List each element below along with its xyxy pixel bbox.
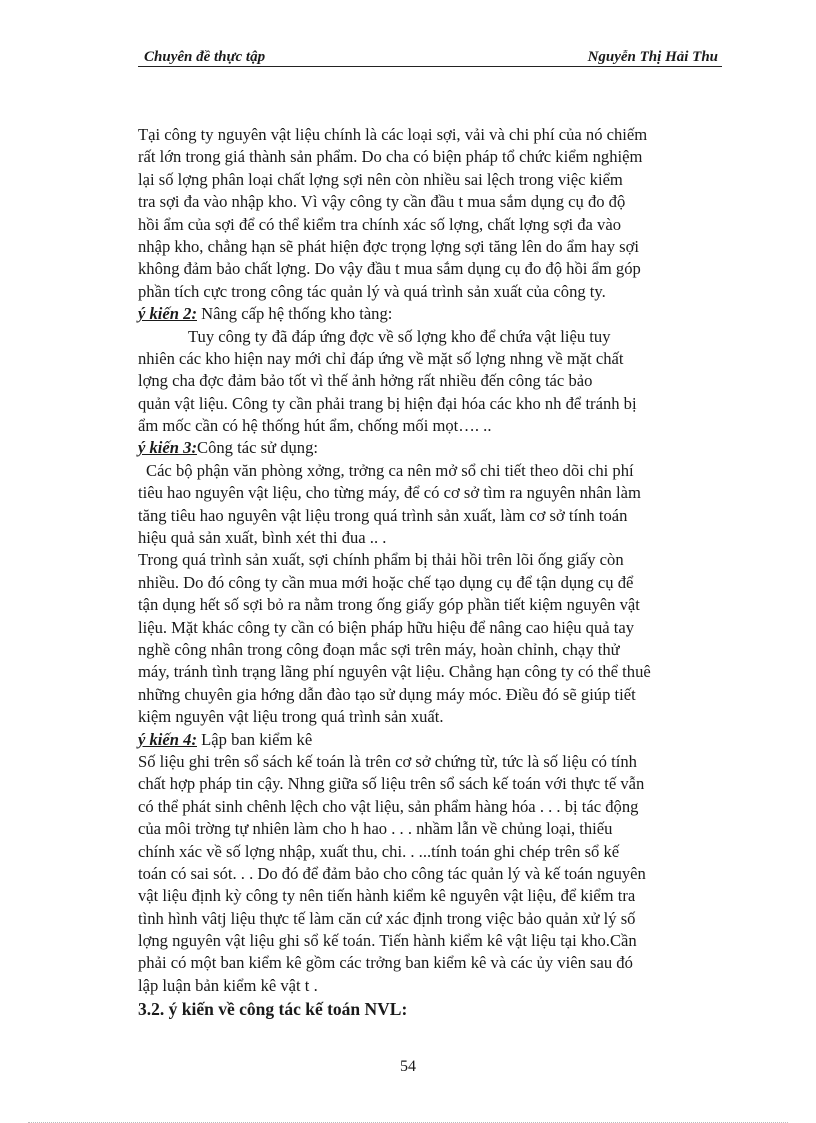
text-line: quản vật liệu. Công ty cần phải trang bị hiện đại hóa các kho nh để tránh bị (138, 393, 637, 413)
opinion-4-heading (138, 729, 738, 751)
opinion-4-label: ý kiến 4: (138, 729, 197, 749)
text-line: kiệm nguyên vật liệu trong quá trình sản xuất. (138, 707, 444, 727)
text-line: chính xác về số lợng nhập, xuất thu, chi. . ...tính toán ghi chép trên sổ kế (138, 841, 620, 861)
opinion-3-label: ý kiến 3: (138, 438, 197, 458)
text-line: hồi ẩm của sợi để có thể kiểm tra chính xác số lợng, chất lợng sợi đa vào (138, 214, 622, 234)
intro-paragraph (138, 124, 738, 303)
opinion-4-paragraph (138, 751, 738, 997)
text-line: toán có sai sót. . . Do đó để đảm bảo cho công tác quản lý và kế toán nguyên (138, 863, 646, 883)
text-line: lập luận bản kiểm kê vật t . (138, 975, 318, 995)
opinion-2-title: Nâng cấp hệ thống kho tàng: (197, 304, 393, 324)
text-line: những chuyên gia hớng dẫn đào tạo sử dụng máy móc. Điều đó sẽ giúp tiết (138, 684, 636, 704)
text-line: tiêu hao nguyên vật liệu, cho từng máy, để có cơ sở tìm ra nguyên nhân làm (138, 483, 641, 503)
text-line: nhiên các kho hiện nay mới chỉ đáp ứng về mặt số lợng nhng về mặt chất (138, 348, 624, 368)
text-line: phải có một ban kiểm kê gồm các trởng ban kiểm kê và các ủy viên sau đó (138, 953, 633, 973)
text-line: rất lớn trong giá thành sản phẩm. Do cha có biện pháp tổ chức kiểm nghiệm (138, 147, 643, 167)
text-line: Số liệu ghi trên sổ sách kế toán là trên cơ sở chứng từ, tức là số liệu có tính (138, 751, 637, 771)
header-author: Nguyễn Thị Hải Thu (587, 49, 718, 65)
page-header (138, 46, 722, 67)
text-line: tận dụng hết số sợi bỏ ra nằm trong ống giấy góp phần tiết kiệm nguyên vật (138, 595, 640, 615)
text-line: phần tích cực trong công tác quản lý và quá trình sản xuất của công ty. (138, 281, 606, 301)
text-line: không đảm bảo chất lợng. Do vậy đầu t mua sắm dụng cụ đo độ hồi ẩm góp (138, 259, 641, 279)
text-line: máy, tránh tình trạng lãng phí nguyên vật liệu. Chẳng hạn công ty có thể thuê (138, 662, 651, 682)
section-heading: 3.2. ý kiến về công tác kế toán NVL: (138, 999, 408, 1020)
text-line: hiệu quả sản xuất, bình xét thi đua .. . (138, 528, 387, 548)
header-title: Chuyên đề thực tập (144, 49, 266, 65)
text-line: lợng nguyên vật liệu ghi sổ kế toán. Tiến hành kiểm kê vật liệu tại kho.Cần (138, 931, 637, 951)
text-line: tra sợi đa vào nhập kho. Vì vậy công ty cần đầu t mua sắm dụng cụ đo độ (138, 192, 626, 212)
text-line: chất hợp pháp tin cậy. Nhng giữa số liệu trên sổ sách kế toán với thực tế vẫn (138, 774, 645, 794)
text-line: có thể phát sinh chênh lệch cho vật liệu, sản phẩm hàng hóa . . . bị tác động (138, 796, 639, 816)
text-line: Tuy công ty đã đáp ứng đợc về số lợng kho để chứa vật liệu tuy (188, 326, 611, 346)
text-line: tình hình vâtj liệu thực tế làm căn cứ xác định trong việc bảo quản xử lý số (138, 908, 636, 928)
page-number: 54 (400, 1058, 416, 1075)
text-line: Các bộ phận văn phòng xởng, trởng ca nên mở sổ chi tiết theo dõi chi phí (146, 460, 634, 480)
document-body (138, 124, 738, 1021)
text-line: nghề công nhân trong công đoạn mắc sợi trên máy, hoàn chỉnh, chạy thử (138, 639, 620, 659)
opinion-4-title: Lập ban kiểm kê (197, 729, 313, 749)
opinion-2-paragraph (138, 326, 738, 438)
opinion-3-title: Công tác sử dụng: (197, 438, 318, 458)
text-line: của môi trờng tự nhiên làm cho h hao . . . nhầm lẫn về chủng loại, thiếu (138, 819, 613, 839)
opinion-3-heading (138, 437, 738, 459)
text-line: nhiều. Do đó công ty cần mua mới hoặc chế tạo dụng cụ để tận dụng cụ để (138, 572, 634, 592)
text-line: nhập kho, chẳng hạn sẽ phát hiện đợc trọng lợng sợi tăng lên do ẩm hay sợi (138, 236, 640, 256)
opinion-2-label: ý kiến 2: (138, 304, 197, 324)
text-line: vật liệu định kỳ công ty nên tiến hành kiểm kê nguyên vật liệu, để kiểm tra (138, 886, 636, 906)
opinion-3-paragraph (138, 460, 738, 729)
text-line: Trong quá trình sản xuất, sợi chính phẩm bị thải hồi trên lõi ống giấy còn (138, 550, 624, 570)
text-line: lợng cha đợc đảm bảo tốt vì thế ảnh hởng rất nhiều đến công tác bảo (138, 371, 593, 391)
text-line: tăng tiêu hao nguyên vật liệu trong quá trình sản xuất, làm cơ sở tính toán (138, 505, 628, 525)
text-line: ẩm mốc cần có hệ thống hút ẩm, chống mối mọt…. .. (138, 416, 492, 436)
text-line: Tại công ty nguyên vật liệu chính là các loại sợi, vải và chi phí của nó chiếm (138, 125, 648, 144)
opinion-2-heading (138, 303, 738, 325)
text-line: lại số lợng phân loại chất lợng sợi nên còn nhiều sai lệch trong việc kiểm (138, 169, 623, 189)
text-line: liệu. Mặt khác công ty cần có biện pháp hữu hiệu để nâng cao hiệu quả tay (138, 617, 635, 637)
